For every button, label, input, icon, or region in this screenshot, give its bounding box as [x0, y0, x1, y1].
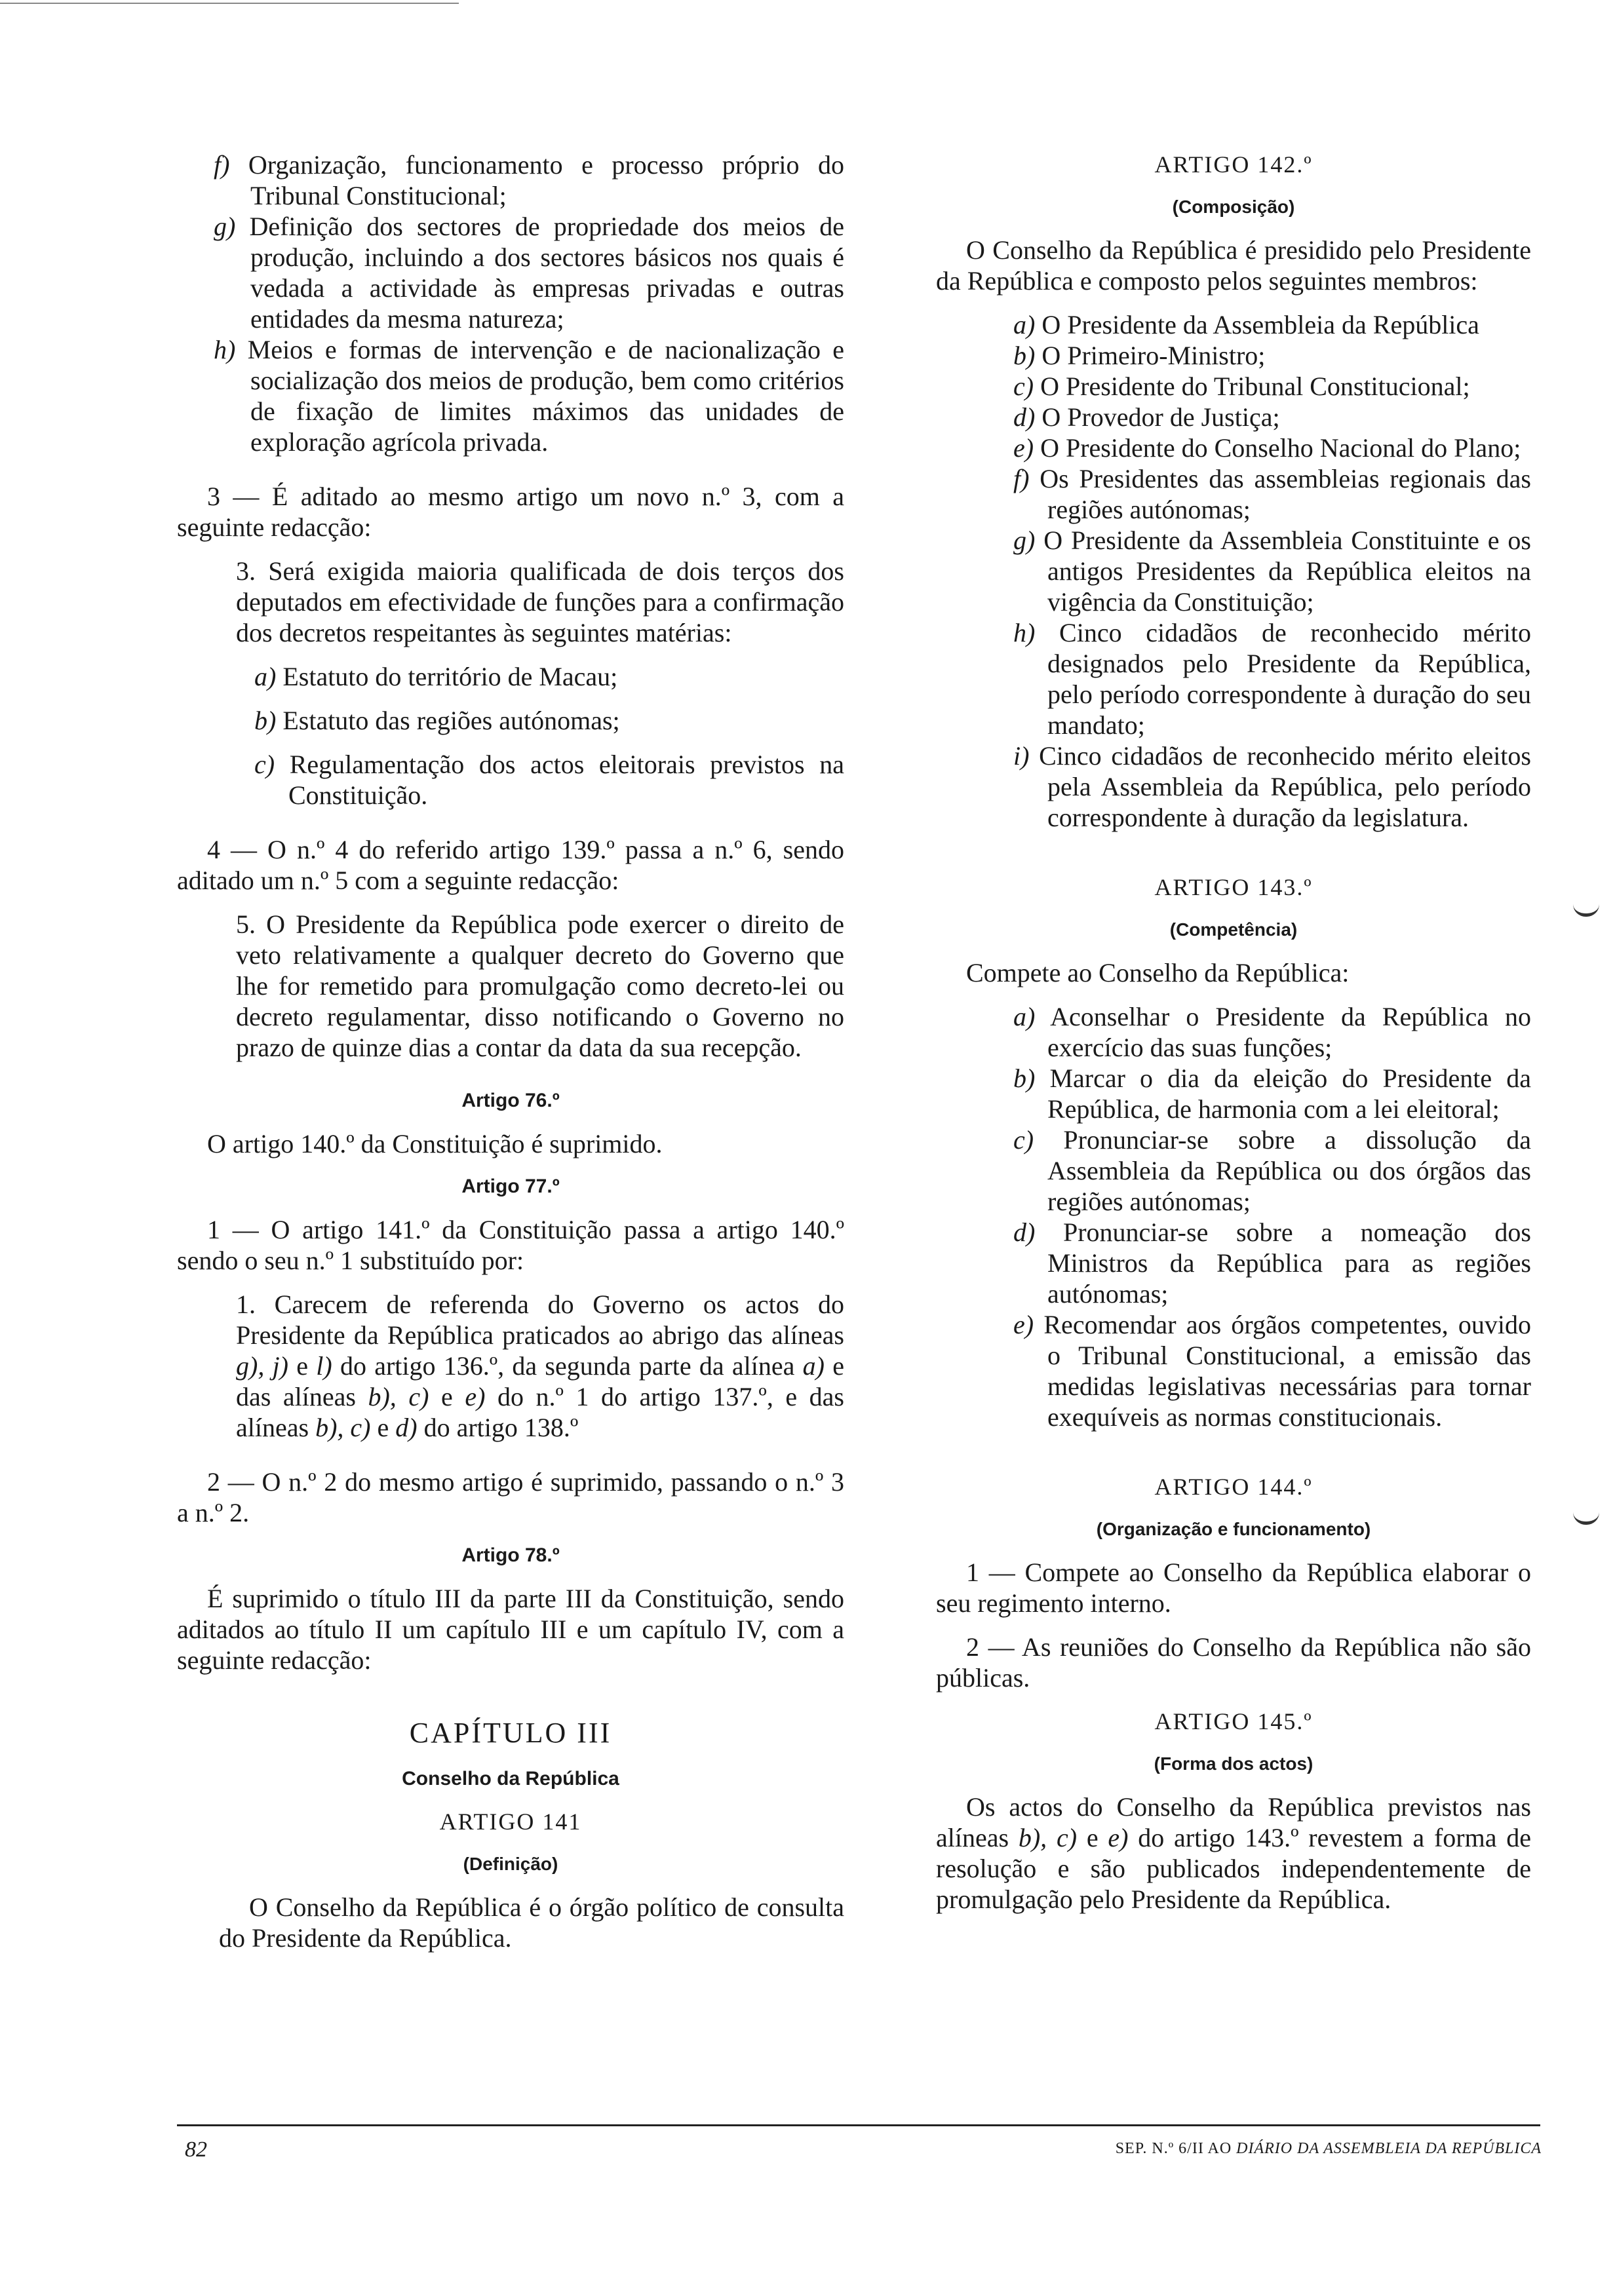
article-144-title: ARTIGO 144.º: [1154, 1474, 1313, 1500]
right-column: [936, 149, 1531, 1915]
article-77-quote: 1. Carecem de referenda do Governo os actos do Presidente da República praticados ao abrigo das alíneas g), j) e l) do artigo 136.º, da segunda parte da alínea a) e das alíneas b), c) e e) do n.º 1 do artigo 137.º, e das alíneas b), c) e d) do artigo 138.º: [236, 1290, 844, 1442]
margin-mark: [1573, 1512, 1599, 1525]
article-141-title: ARTIGO 141: [439, 1808, 582, 1835]
scan-top-line: [0, 3, 459, 4]
list-item: c) Regulamentação dos actos eleitorais previstos na Constituição.: [254, 750, 844, 810]
paragraph-4: 4 — O n.º 4 do referido artigo 139.º passa a n.º 6, sendo aditado um n.º 5 com a seguinte redacção:: [177, 835, 844, 895]
list-item: e) O Presidente do Conselho Nacional do Plano;: [1013, 433, 1521, 463]
article-142-title: ARTIGO 142.º: [1154, 151, 1313, 178]
article-145-text: Os actos do Conselho da República previstos nas alíneas b), c) e e) do artigo 143.º revestem a forma de resolução e são publicados independentemente de promulgação pelo Presidente da República.: [936, 1792, 1531, 1914]
list-item: h) Meios e formas de intervenção e de nacionalização e socialização dos meios de produção, bem como critérios de fixação de limites máximos das unidades de exploração agrícola privada.: [214, 335, 844, 457]
article-145-title: ARTIGO 145.º: [1154, 1708, 1313, 1734]
article-144-paragraph-2: 2 — As reuniões do Conselho da República não são públicas.: [936, 1632, 1531, 1693]
page-number: 82: [185, 2137, 207, 2162]
list-item: a) O Presidente da Assembleia da República: [1013, 310, 1479, 339]
footer-rule: [177, 2124, 1540, 2126]
quote-paragraph-5: 5. O Presidente da República pode exercer o direito de veto relativamente a qualquer decreto do Governo que lhe for remetido para promulgação como decreto-lei ou decreto regulamentar, disso notificando o Governo no prazo de quinze dias a contar da data da sua recepção.: [236, 909, 844, 1062]
article-78-title: Artigo 78.º: [461, 1544, 560, 1566]
list-item: e) Recomendar aos órgãos competentes, ouvido o Tribunal Constitucional, a emissão das medidas legislativas necessárias para tornar exequíveis as normas constitucionais.: [1013, 1310, 1531, 1432]
left-column: [177, 149, 844, 1953]
article-144-subtitle: (Organização e funcionamento): [1096, 1519, 1371, 1539]
publication-footer: SEP. N.º 6/II AO DIÁRIO DA ASSEMBLEIA DA REPÚBLICA: [1115, 2140, 1542, 2157]
article-78-text: É suprimido o título III da parte III da Constituição, sendo aditados ao título II um capítulo III e um capítulo IV, com a seguinte redacção:: [177, 1584, 844, 1675]
article-141-text: O Conselho da República é o órgão político de consulta do Presidente da República.: [219, 1892, 844, 1953]
quote-paragraph-3: 3. Será exigida maioria qualificada de dois terços dos deputados em efectividade de funções para a confirmação dos decretos respeitantes às seguintes matérias:: [236, 556, 844, 647]
list-item: c) O Presidente do Tribunal Constitucional;: [1013, 372, 1470, 401]
article-76-title: Artigo 76.º: [461, 1090, 560, 1111]
article-77-title: Artigo 77.º: [461, 1176, 560, 1197]
list-item: d) Pronunciar-se sobre a nomeação dos Ministros da República para as regiões autónomas;: [1013, 1217, 1531, 1309]
list-item: f) Organização, funcionamento e processo próprio do Tribunal Constitucional;: [214, 150, 844, 210]
margin-mark: [1573, 904, 1599, 917]
article-76-text: O artigo 140.º da Constituição é suprimido.: [207, 1129, 663, 1158]
list-item: a) Aconselhar o Presidente da República no exercício das suas funções;: [1013, 1002, 1531, 1062]
article-143-title: ARTIGO 143.º: [1154, 874, 1313, 900]
list-item: a) Estatuto do território de Macau;: [254, 662, 618, 691]
article-143-text: Compete ao Conselho da República:: [966, 958, 1350, 987]
list-item: i) Cinco cidadãos de reconhecido mérito eleitos pela Assembleia da República, pelo período correspondente à duração da legislatura.: [1013, 741, 1531, 832]
list-item: b) Marcar o dia da eleição do Presidente da República, de harmonia com a lei eleitoral;: [1013, 1063, 1531, 1124]
list-item: b) O Primeiro-Ministro;: [1013, 341, 1266, 370]
list-item: h) Cinco cidadãos de reconhecido mérito designados pelo Presidente da República, pelo período correspondente à duração do seu mandato;: [1013, 618, 1531, 740]
article-77-paragraph-2: 2 — O n.º 2 do mesmo artigo é suprimido, passando o n.º 3 a n.º 2.: [177, 1467, 844, 1527]
article-142-text: O Conselho da República é presidido pelo Presidente da República e composto pelos seguintes membros:: [936, 235, 1531, 296]
article-77-paragraph-1: 1 — O artigo 141.º da Constituição passa a artigo 140.º sendo o seu n.º 1 substituído por:: [177, 1215, 844, 1275]
list-item: f) Os Presidentes das assembleias regionais das regiões autónomas;: [1013, 464, 1531, 524]
paragraph-3: 3 — É aditado ao mesmo artigo um novo n.º 3, com a seguinte redacção:: [177, 482, 844, 542]
article-145-subtitle: (Forma dos actos): [1154, 1753, 1313, 1774]
list-item: d) O Provedor de Justiça;: [1013, 402, 1280, 432]
article-142-subtitle: (Composição): [1172, 197, 1295, 217]
chapter-subtitle: Conselho da República: [402, 1768, 619, 1789]
chapter-title: CAPÍTULO III: [409, 1717, 612, 1749]
list-item: c) Pronunciar-se sobre a dissolução da Assembleia da República ou dos órgãos das regiões autónomas;: [1013, 1125, 1531, 1216]
list-item: g) Definição dos sectores de propriedade dos meios de produção, incluindo a dos sectores básicos nos quais é vedada a actividade às empresas privadas e outras entidades da mesma natureza;: [214, 212, 844, 334]
list-item: b) Estatuto das regiões autónomas;: [254, 706, 620, 735]
article-144-paragraph-1: 1 — Compete ao Conselho da República elaborar o seu regimento interno.: [936, 1558, 1531, 1618]
article-143-subtitle: (Competência): [1169, 919, 1298, 940]
list-item: g) O Presidente da Assembleia Constituinte e os antigos Presidentes da República eleitos na vigência da Constituição;: [1013, 526, 1531, 617]
article-141-subtitle: (Definição): [463, 1854, 558, 1874]
